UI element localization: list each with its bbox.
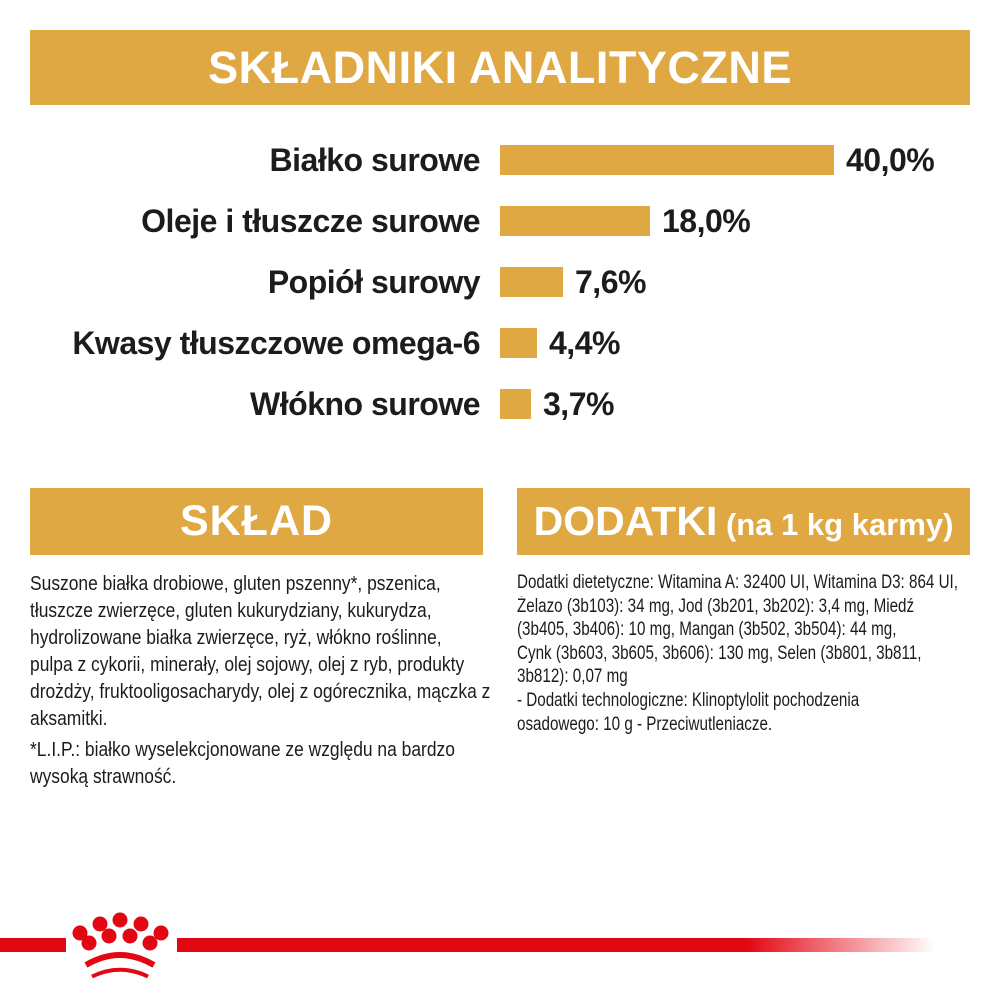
text-line: - Dodatki technologiczne: Klinoptylolit pochodzenia xyxy=(517,689,860,711)
chart-category-label: Popiół surowy xyxy=(267,263,480,300)
dodatki-additives-text xyxy=(517,571,972,736)
chart-value-label: 40,0% xyxy=(846,141,935,178)
text-line: Suszone białka drobiowe, gluten pszenny*, pszenica, xyxy=(30,572,441,595)
chart-row xyxy=(0,385,1000,422)
chart-category-label: Białko surowe xyxy=(269,141,480,178)
chart-row xyxy=(0,141,1000,178)
text-line: 3b812): 0,07 mg xyxy=(517,666,628,688)
chart-value-label: 18,0% xyxy=(662,202,751,239)
chart-value-label: 3,7% xyxy=(543,385,614,422)
text-line: Żelazo (3b103): 34 mg, Jod (3b201, 3b202): 3,4 mg, Miedź xyxy=(517,595,915,617)
text-line: tłuszcze zwierzęce, gluten kukurydziany, kukurydza, xyxy=(30,599,432,622)
chart-value-label: 7,6% xyxy=(575,263,646,300)
royal-canin-crown-logo xyxy=(70,908,170,980)
chart-bar xyxy=(500,206,650,236)
chart-bar xyxy=(500,389,531,419)
text-line: wysoką strawność. xyxy=(30,765,177,788)
sklad-ingredients-text xyxy=(30,570,492,732)
chart-bar xyxy=(500,267,563,297)
chart-category-label: Oleje i tłuszcze surowe xyxy=(141,202,480,239)
text-line: Cynk (3b603, 3b605, 3b606): 130 mg, Selen (3b801, 3b811, xyxy=(517,642,922,664)
crown-dots xyxy=(73,913,169,951)
analytical-bar-chart xyxy=(0,141,1000,450)
text-line: *L.I.P.: białko wyselekcjonowane ze względu na bardzo xyxy=(30,738,455,761)
chart-row xyxy=(0,263,1000,300)
footer-red-line-left xyxy=(0,938,66,952)
text-line: hydrolizowane białka zwierzęce, ryż, włókno roślinne, xyxy=(30,626,442,649)
dodatki-header-main: DODATKI xyxy=(533,498,718,544)
chart-row xyxy=(0,202,1000,239)
dodatki-header-sub: (na 1 kg karmy) xyxy=(717,507,954,542)
crown-arcs xyxy=(86,955,154,977)
text-line: osadowego: 10 g - Przeciwutleniacze. xyxy=(517,713,773,735)
chart-category-label: Kwasy tłuszczowe omega-6 xyxy=(72,324,480,361)
text-line: Dodatki dietetyczne: Witamina A: 32400 UI, Witamina D3: 864 UI, xyxy=(517,572,959,593)
analytical-components-header: SKŁADNIKI ANALITYCZNE xyxy=(30,30,970,105)
chart-bar xyxy=(500,328,537,358)
chart-row xyxy=(0,324,1000,361)
text-line: pulpa z cykorii, minerały, olej sojowy, olej z ryb, produkty xyxy=(30,653,465,676)
sklad-section-header: SKŁAD xyxy=(30,488,483,555)
text-line: (3b405, 3b406): 10 mg, Mangan (3b502, 3b504): 44 mg, xyxy=(517,619,897,641)
lip-footnote-text xyxy=(30,736,492,790)
chart-bar xyxy=(500,145,834,175)
text-line: drożdży, fruktooligosacharydy, olej z ogórecznika, mączka z xyxy=(30,680,491,703)
dodatki-section-header xyxy=(517,488,970,555)
text-line: aksamitki. xyxy=(30,707,108,730)
footer-red-line-right xyxy=(177,938,935,952)
chart-category-label: Włókno surowe xyxy=(250,385,480,422)
chart-value-label: 4,4% xyxy=(549,324,620,361)
